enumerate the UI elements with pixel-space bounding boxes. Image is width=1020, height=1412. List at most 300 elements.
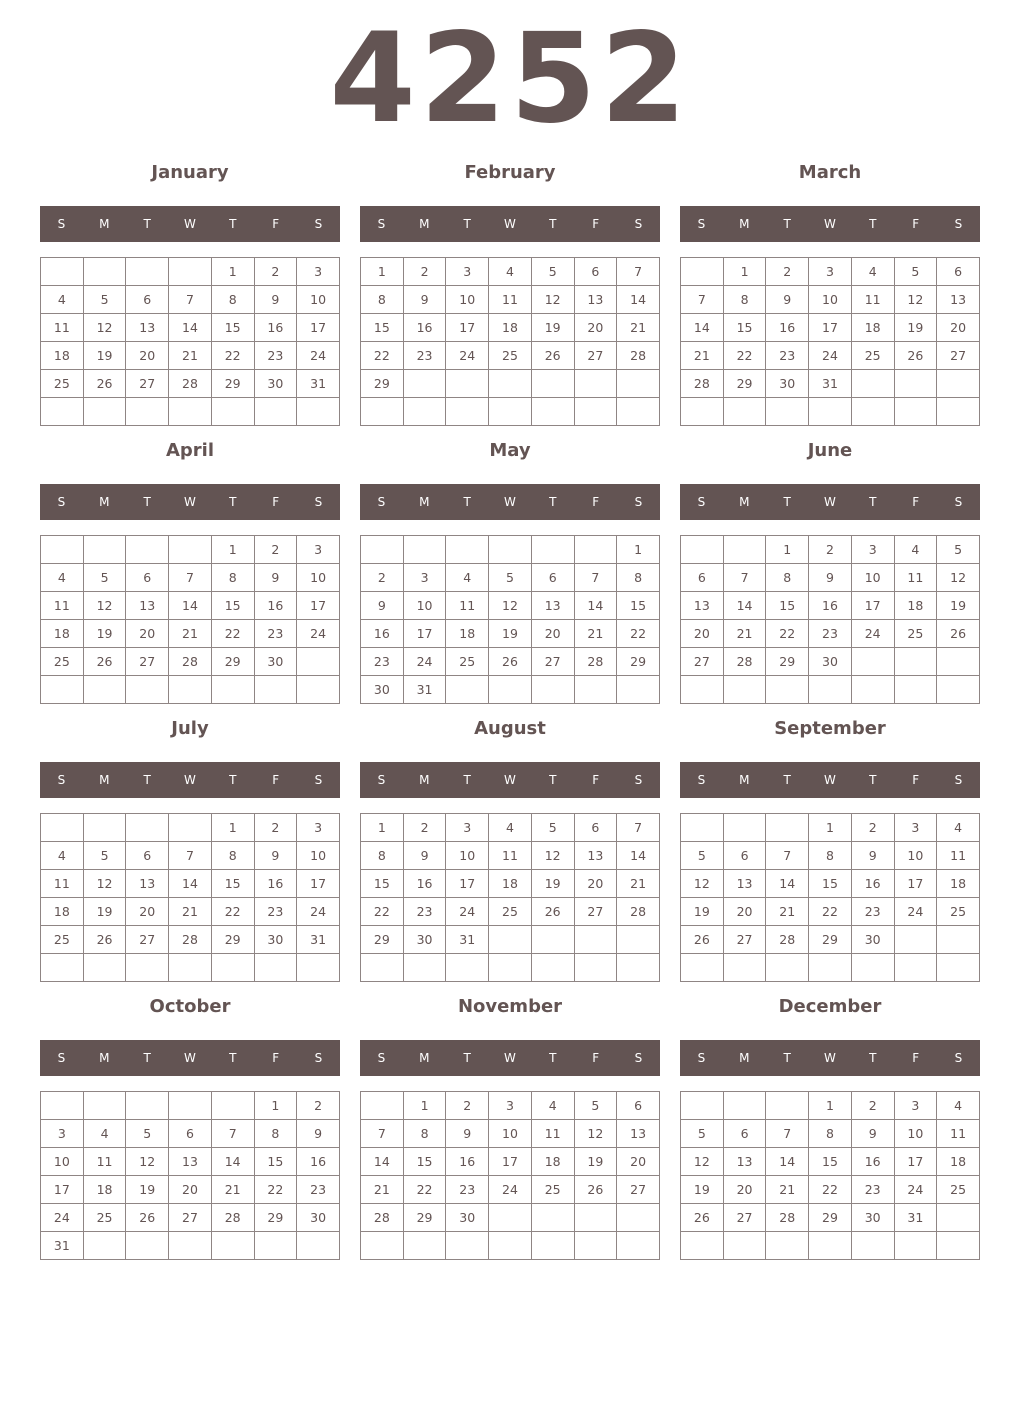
weekday-label: W [184,773,196,787]
day-cell: 8 [766,564,809,592]
weekday-label: W [504,1051,516,1065]
day-cell: 21 [766,1176,809,1204]
weekday-label: S [697,495,706,509]
month-june [680,436,980,706]
day-cell: 29 [809,926,852,954]
day-cell: 22 [766,620,809,648]
day-cell: 22 [211,898,254,926]
weekday-label: T [463,1051,471,1065]
day-cell: 16 [766,314,809,342]
day-cell: 30 [446,1204,489,1232]
week-row [361,1120,660,1148]
day-cell: 14 [681,314,724,342]
week-row [681,592,980,620]
week-row [41,342,340,370]
day-cell: 17 [297,314,340,342]
week-row [361,870,660,898]
day-cell: 30 [766,370,809,398]
week-row [681,676,980,704]
empty-cell [894,398,937,426]
day-cell: 28 [617,898,660,926]
day-cell: 11 [446,592,489,620]
empty-cell [211,676,254,704]
empty-cell [403,370,446,398]
day-cell: 26 [83,370,126,398]
day-cell: 31 [41,1232,84,1260]
day-cell: 27 [574,342,617,370]
weekday-label: W [824,217,836,231]
week-row [681,1232,980,1260]
day-cell: 9 [809,564,852,592]
day-cell: 28 [361,1204,404,1232]
month-november [360,992,660,1262]
day-cell: 13 [723,1148,766,1176]
day-grid [680,1091,980,1260]
day-cell: 17 [446,314,489,342]
weekday-label: S [377,495,386,509]
day-cell: 14 [723,592,766,620]
week-row [681,286,980,314]
day-cell: 17 [446,870,489,898]
day-cell: 23 [851,1176,894,1204]
weekday-label: S [697,217,706,231]
day-cell: 8 [254,1120,297,1148]
day-cell: 11 [83,1148,126,1176]
day-cell: 26 [894,342,937,370]
weekday-label: M [99,1051,110,1065]
empty-cell [126,676,169,704]
day-cell: 5 [83,842,126,870]
day-cell: 29 [766,648,809,676]
weekday-label: M [739,495,750,509]
day-grid [40,1091,340,1260]
day-cell: 4 [531,1092,574,1120]
empty-cell [681,676,724,704]
day-cell: 13 [937,286,980,314]
day-cell: 8 [211,286,254,314]
day-cell: 16 [851,1148,894,1176]
empty-cell [169,1092,212,1120]
empty-cell [681,536,724,564]
day-cell: 17 [297,592,340,620]
day-cell: 28 [766,1204,809,1232]
day-cell: 4 [937,1092,980,1120]
empty-cell [531,370,574,398]
week-row [681,842,980,870]
weekday-label: S [954,495,963,509]
day-cell: 15 [403,1148,446,1176]
week-row [41,648,340,676]
empty-cell [297,676,340,704]
week-row [41,926,340,954]
weekday-label: F [912,495,920,509]
day-cell: 12 [83,592,126,620]
weekday-label: T [143,773,151,787]
day-cell: 1 [211,536,254,564]
day-cell: 20 [723,898,766,926]
empty-cell [83,814,126,842]
day-cell: 18 [446,620,489,648]
empty-cell [894,954,937,982]
day-cell: 20 [617,1148,660,1176]
week-row [361,314,660,342]
day-cell: 14 [169,870,212,898]
day-cell: 25 [489,342,532,370]
weekday-header [680,484,980,520]
day-grid [360,813,660,982]
week-row [361,648,660,676]
day-cell: 22 [809,1176,852,1204]
day-cell: 7 [574,564,617,592]
weekday-label: W [824,773,836,787]
empty-cell [126,814,169,842]
day-cell: 5 [83,564,126,592]
day-cell: 9 [851,842,894,870]
week-row [361,258,660,286]
month-october [40,992,340,1262]
day-cell: 2 [766,258,809,286]
week-row [41,1176,340,1204]
weekday-label: T [143,495,151,509]
day-cell: 25 [41,648,84,676]
day-cell: 31 [894,1204,937,1232]
day-cell: 11 [937,1120,980,1148]
week-row [361,1148,660,1176]
day-cell: 8 [809,1120,852,1148]
week-row [41,370,340,398]
day-cell: 2 [254,258,297,286]
day-cell: 17 [297,870,340,898]
day-cell: 1 [211,814,254,842]
week-row [681,648,980,676]
day-cell: 7 [766,1120,809,1148]
week-row [361,620,660,648]
month-may [360,436,660,706]
empty-cell [681,398,724,426]
week-row [681,1120,980,1148]
month-name: January [151,162,229,183]
day-cell: 29 [361,370,404,398]
empty-cell [446,370,489,398]
weekday-label: F [912,1051,920,1065]
day-cell: 16 [254,592,297,620]
empty-cell [297,648,340,676]
day-cell: 2 [403,814,446,842]
empty-cell [41,536,84,564]
day-cell: 1 [403,1092,446,1120]
week-row [361,536,660,564]
day-cell: 21 [617,870,660,898]
weekday-label: S [57,217,66,231]
day-cell: 9 [361,592,404,620]
week-row [361,898,660,926]
day-cell: 12 [83,314,126,342]
day-cell: 25 [41,926,84,954]
empty-cell [937,398,980,426]
day-cell: 10 [894,842,937,870]
day-cell: 3 [489,1092,532,1120]
week-row [361,1092,660,1120]
day-cell: 21 [169,342,212,370]
day-cell: 26 [574,1176,617,1204]
day-cell: 2 [361,564,404,592]
day-cell: 19 [574,1148,617,1176]
empty-cell [937,954,980,982]
empty-cell [489,954,532,982]
empty-cell [169,258,212,286]
month-january [40,158,340,428]
day-cell: 22 [723,342,766,370]
day-cell: 6 [937,258,980,286]
day-cell: 26 [83,648,126,676]
day-cell: 21 [211,1176,254,1204]
week-row [681,870,980,898]
day-cell: 22 [361,898,404,926]
day-cell: 21 [617,314,660,342]
weekday-label: F [272,773,280,787]
empty-cell [894,370,937,398]
day-cell: 12 [126,1148,169,1176]
day-cell: 30 [254,926,297,954]
weekday-label: W [504,217,516,231]
day-cell: 20 [574,314,617,342]
empty-cell [83,1232,126,1260]
day-cell: 5 [531,814,574,842]
day-cell: 20 [574,870,617,898]
day-cell: 14 [361,1148,404,1176]
empty-cell [531,1204,574,1232]
week-row [41,1120,340,1148]
day-cell: 7 [169,842,212,870]
day-cell: 24 [297,342,340,370]
day-cell: 13 [126,592,169,620]
day-cell: 16 [361,620,404,648]
weekday-label: F [272,1051,280,1065]
day-cell: 27 [723,1204,766,1232]
month-name: March [798,162,862,183]
weekday-label: W [824,1051,836,1065]
empty-cell [574,1232,617,1260]
day-cell: 29 [723,370,766,398]
day-cell: 2 [254,536,297,564]
day-cell: 28 [211,1204,254,1232]
week-row [361,842,660,870]
day-cell: 27 [617,1176,660,1204]
empty-cell [681,954,724,982]
month-name: October [149,996,231,1017]
week-row [361,1204,660,1232]
day-cell: 11 [41,592,84,620]
day-cell: 3 [894,814,937,842]
day-cell: 20 [531,620,574,648]
week-row [41,536,340,564]
day-cell: 23 [766,342,809,370]
empty-cell [851,954,894,982]
day-cell: 12 [489,592,532,620]
day-cell: 3 [851,536,894,564]
day-cell: 18 [83,1176,126,1204]
day-cell: 3 [809,258,852,286]
day-cell: 31 [403,676,446,704]
weekday-header [680,762,980,798]
weekday-label: S [314,773,323,787]
weekday-label: S [314,1051,323,1065]
empty-cell [681,1092,724,1120]
empty-cell [169,954,212,982]
day-cell: 5 [83,286,126,314]
week-row [681,258,980,286]
day-cell: 20 [169,1176,212,1204]
day-grid [680,813,980,982]
empty-cell [766,676,809,704]
day-cell: 25 [83,1204,126,1232]
week-row [41,564,340,592]
day-cell: 27 [126,648,169,676]
week-row [361,676,660,704]
weekday-label: T [549,1051,557,1065]
weekday-label: T [229,773,237,787]
empty-cell [211,1232,254,1260]
month-august [360,714,660,984]
day-cell: 23 [254,342,297,370]
day-cell: 15 [361,314,404,342]
day-cell: 12 [574,1120,617,1148]
day-cell: 19 [126,1176,169,1204]
day-cell: 23 [254,620,297,648]
day-cell: 9 [254,286,297,314]
week-row [361,592,660,620]
day-cell: 20 [126,342,169,370]
day-cell: 27 [574,898,617,926]
day-cell: 10 [297,564,340,592]
empty-cell [361,954,404,982]
day-cell: 6 [531,564,574,592]
day-cell: 4 [41,286,84,314]
day-cell: 9 [403,842,446,870]
month-name: June [807,440,853,461]
day-cell: 25 [851,342,894,370]
day-cell: 5 [531,258,574,286]
week-row [41,1204,340,1232]
weekday-label: M [99,217,110,231]
day-cell: 18 [531,1148,574,1176]
day-cell: 6 [723,1120,766,1148]
empty-cell [937,648,980,676]
day-cell: 23 [403,898,446,926]
day-cell: 7 [169,564,212,592]
day-cell: 17 [403,620,446,648]
empty-cell [851,1232,894,1260]
day-cell: 29 [617,648,660,676]
weekday-label: M [419,1051,430,1065]
empty-cell [809,1232,852,1260]
empty-cell [403,536,446,564]
day-cell: 26 [937,620,980,648]
day-cell: 28 [681,370,724,398]
day-cell: 27 [937,342,980,370]
weekday-label: S [377,1051,386,1065]
weekday-label: F [592,773,600,787]
month-september [680,714,980,984]
day-cell: 15 [254,1148,297,1176]
week-row [41,592,340,620]
week-row [361,926,660,954]
day-cell: 29 [211,926,254,954]
weekday-label: S [634,1051,643,1065]
day-cell: 31 [809,370,852,398]
empty-cell [446,1232,489,1260]
empty-cell [617,676,660,704]
empty-cell [489,926,532,954]
day-cell: 1 [809,1092,852,1120]
day-cell: 22 [617,620,660,648]
day-cell: 4 [937,814,980,842]
day-cell: 6 [126,564,169,592]
day-cell: 29 [809,1204,852,1232]
day-cell: 2 [254,814,297,842]
day-grid [680,257,980,426]
month-name: December [778,996,882,1017]
day-cell: 15 [211,314,254,342]
empty-cell [681,1232,724,1260]
day-cell: 12 [681,870,724,898]
day-cell: 11 [894,564,937,592]
empty-cell [894,1232,937,1260]
day-cell: 24 [297,620,340,648]
day-cell: 6 [169,1120,212,1148]
day-cell: 18 [41,342,84,370]
empty-cell [83,398,126,426]
weekday-label: W [184,217,196,231]
weekday-header [40,1040,340,1076]
day-cell: 22 [361,342,404,370]
day-cell: 27 [681,648,724,676]
day-cell: 9 [297,1120,340,1148]
weekday-label: T [869,495,877,509]
day-cell: 8 [211,842,254,870]
day-cell: 1 [361,258,404,286]
weekday-label: W [504,773,516,787]
empty-cell [809,954,852,982]
day-cell: 8 [723,286,766,314]
day-cell: 12 [531,286,574,314]
empty-cell [531,954,574,982]
day-cell: 11 [489,286,532,314]
day-cell: 1 [361,814,404,842]
empty-cell [254,398,297,426]
day-cell: 1 [766,536,809,564]
week-row [681,314,980,342]
week-row [41,676,340,704]
day-cell: 29 [403,1204,446,1232]
empty-cell [937,370,980,398]
empty-cell [254,954,297,982]
day-cell: 18 [894,592,937,620]
day-cell: 17 [41,1176,84,1204]
day-cell: 27 [126,370,169,398]
empty-cell [574,1204,617,1232]
empty-cell [574,370,617,398]
empty-cell [41,398,84,426]
weekday-label: T [463,773,471,787]
weekday-label: S [634,773,643,787]
day-cell: 16 [851,870,894,898]
empty-cell [211,1092,254,1120]
empty-cell [937,1232,980,1260]
day-cell: 26 [531,898,574,926]
week-row [361,1232,660,1260]
day-cell: 6 [126,286,169,314]
